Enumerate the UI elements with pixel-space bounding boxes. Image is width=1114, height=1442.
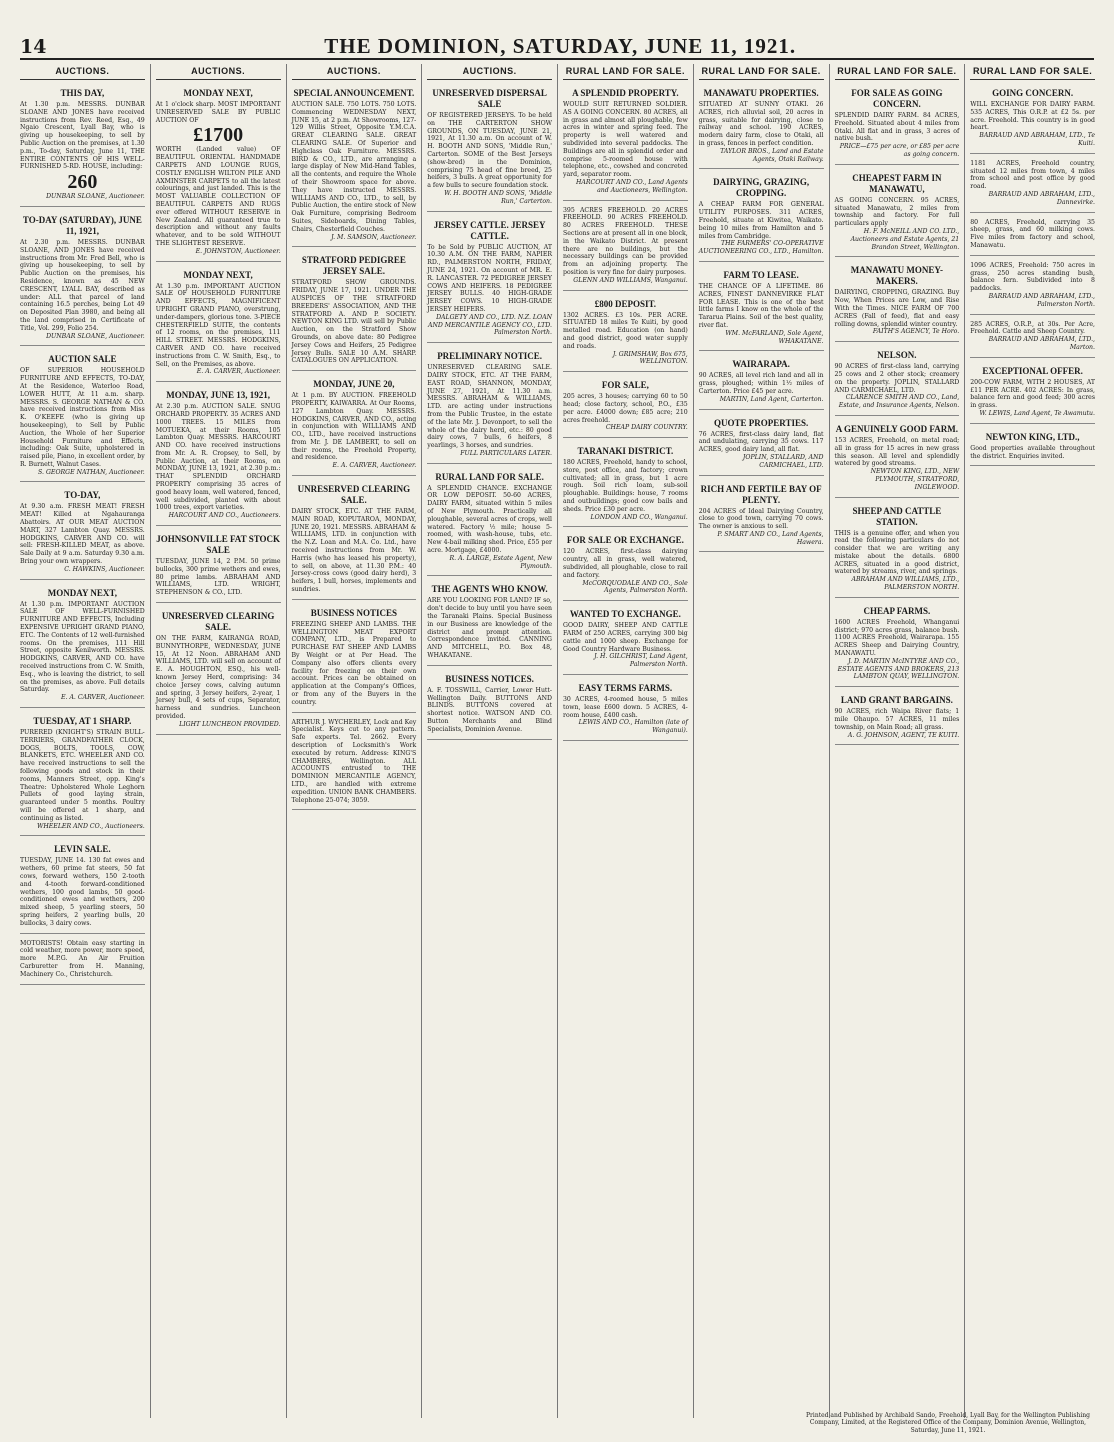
ad-signature: DUNBAR SLOANE, Auctioneer.	[46, 332, 145, 340]
ad-signature: McCORQUODALE AND CO., Sole Agents, Palmerston North.	[582, 579, 688, 595]
advertisement	[427, 670, 552, 740]
ad-body: ARE YOU LOOKING FOR LAND? IF so, don't decide to buy until you have seen the Taranaki Plains. Special Business in our Business are knowledge of the district and prompt attention. Correspondence invited. CANNING AND MITCHELL, P.O. Box 48, WHAKATANE.	[427, 597, 552, 660]
ad-heading: GOING CONCERN.	[992, 88, 1074, 98]
ad-body: 30 ACRES, 4-roomed house, 5 miles town, lease £600 down. 5 ACRES, 4-room house, £400 cash.	[563, 696, 688, 719]
advertisement	[970, 428, 1095, 467]
ad-body: UNRESERVED CLEARING SALE. DAIRY STOCK, ETC. AT THE FARM, EAST ROAD, SHANNON, MONDAY, JUNE 27, 1921, At 11.30 a.m. MESSRS. ABRAHAM & WILLIAMS, LTD. are acting under instructions from the Public Trustee, in the estate of the late Mr. J. Devonport, to sell the whole of the dairy herd, etc.: 80 good dairy cows, 7 bulls, 6 heifers, 8 yearlings, 3 horses, and sundries.	[427, 364, 552, 450]
ad-heading: UNRESERVED CLEARING SALE.	[297, 484, 411, 506]
column-3	[286, 64, 422, 1418]
advertisement	[20, 84, 145, 207]
ad-signature: THE FARMERS' CO-OPERATIVE AUCTIONEERING CO., LTD., Hamilton.	[698, 240, 824, 256]
ad-body: SPLENDID DAIRY FARM. 84 ACRES, Freehold. Situated about 4 miles from Otaki. All flat and in grass, 3 acres of native bush.	[834, 112, 960, 143]
ad-heading: TO-DAY,	[64, 490, 101, 501]
advertisement	[970, 84, 1095, 154]
ad-signature: LEWIS AND CO., Hamilton (late of Wanganui).	[578, 719, 688, 735]
ad-signature: E. A. CARVER, Auctioneer.	[332, 462, 417, 470]
ad-heading: MONDAY NEXT,	[47, 587, 117, 598]
ad-body: DAIRYING, CROPPING, GRAZING. Buy Now, When Prices are Low, and Rise With the Times. NICE FARM OF 700 ACRES (Fall of feed), flat and easy rolling downs, splendid winter country.	[834, 289, 960, 328]
ad-body: OF REGISTERED JERSEYS. To be held on THE CARTERTON SHOW GROUNDS, ON TUESDAY, JUNE 21, 1921, At 11.30 a.m. On account of W. H. BOOTH AND SONS, 'Middle Run,' Carterton. SOME of the Best Jerseys (show-bred) in the Dominion, comprising 75 head of fine breed, 25 heifers, 3 bulls. A great opportunity for a few bulls to secure foundation stock.	[427, 112, 552, 190]
advertisement	[292, 480, 417, 600]
ad-body: PURERED (KNIGHT'S) STRAIN BULL-TERRIERS, GRANDFATHER CLOCK, DOGS, BOLTS, TOOLS, COW, BLANKETS, ETC. WHEELER AND CO. have received instructions to sell the following goods and stock in their rooms, Manners Street, opp. King's Theatre: Upholstered Whole Leghorn Pullets of good laying strain, guaranteed under 5 months. Poultry will be offered at 1 sharp, and continuing as listed.	[20, 729, 145, 822]
ad-body: 1096 ACRES, Freehold: 750 acres in grass, 250 acres standing bush, balance fern. Subdivided into 8 paddocks.	[970, 261, 1095, 293]
ad-body: 204 ACRES of Ideal Dairying Country, close to good town, carrying 70 cows. The owner is anxious to sell.	[698, 507, 824, 531]
ad-signature: NEWTON KING, LTD., NEW PLYMOUTH, STRATFORD, INGLEWOOD.	[870, 468, 960, 491]
ad-body: AS GOING CONCERN. 95 ACRES, situated Manawatu, 2 miles from township and factory. For full particulars apply	[834, 196, 960, 228]
ad-heading: JOHNSONVILLE FAT STOCK SALE	[156, 534, 281, 556]
ad-heading: TO-DAY (SATURDAY), JUNE 11, 1921,	[22, 214, 142, 236]
ad-heading: BUSINESS NOTICES	[310, 607, 398, 618]
ad-body: WOULD SUIT RETURNED SOLDIER. AS A GOING CONCERN. 80 ACRES, all in grass and almost all ploughable, few acres in winter and spring feed. The property is well watered and subdivided into several paddocks. The Buildings are all in splendid order and comprise 5-roomed house with telephone, etc., cowshed and concreted yard, separator room.	[563, 101, 688, 179]
ad-signature: J. M. SAMSON, Auctioneer.	[331, 233, 417, 241]
ad-body: WILL EXCHANGE FOR DAIRY FARM. 535 ACRES, This O.R.P. at £2 5s. per acre. Freehold. This country is in good heart.	[970, 101, 1095, 132]
ad-signature: PRICE—£75 per acre, or £85 per acre as going concern.	[839, 143, 960, 158]
column-header: RURAL LAND FOR SALE.	[563, 64, 688, 80]
ad-heading: UNRESERVED DISPERSAL SALE	[432, 88, 547, 109]
ad-heading: PRELIMINARY NOTICE.	[437, 351, 543, 362]
ad-signature: W. LEWIS, Land Agent, Te Awamutu.	[979, 409, 1095, 417]
ad-heading: A SPLENDID PROPERTY.	[572, 88, 679, 98]
ad-body: A. F. TOSSWILL, Carrier, Lower Hutt-Wellington Daily. BUTTONS AND BLINDS. BUTTONS covered at shortest notice. WATSON AND CO. Button Merchants and Blind Specialists, Dominion Avenue.	[427, 686, 552, 733]
ad-body: 90 ACRES, rich Waipa River flats; 1 mile Ohaupo. 57 ACRES, 11 miles township, on Main Road; all grass.	[834, 708, 960, 731]
ad-signature: JOPLIN, STALLARD, AND CARMICHAEL, LTD.	[742, 453, 824, 469]
ad-heading: EASY TERMS FARMS.	[578, 683, 673, 694]
ad-heading: QUOTE PROPERTIES.	[714, 417, 809, 428]
column-1	[20, 64, 150, 1418]
ad-heading: FOR SALE AS GOING CONCERN.	[851, 88, 943, 109]
ad-signature: FULL PARTICULARS LATER.	[460, 449, 552, 457]
ad-body: DAIRY STOCK, ETC. AT THE FARM, MAIN ROAD, KOPUTAROA, MONDAY, JUNE 20, 1921. MESSRS. ABRAHAM & WILLIAMS, LTD. in conjunction with the N.Z. Loan and M.A. Co. Ltd., have received instructions from Mr. W. Harris (who has leased his property), to sell, on above, at 11.30 P.M.: 40 Jersey-cross cows (good dairy herd), 3 heifers, 1 bull, horses, implements and sundries.	[291, 508, 417, 594]
advertisement	[427, 468, 552, 577]
advertisement	[835, 169, 960, 258]
ad-body: 1181 ACRES, Freehold country, situated 12 miles from town, 4 miles from school and post office by good road.	[970, 159, 1095, 191]
ad-signature: MARTIN, Land Agent, Carterton.	[719, 395, 824, 403]
ad-signature: CHEAP DAIRY COUNTRY.	[605, 424, 688, 432]
advertisement	[563, 84, 688, 201]
advertisement	[20, 211, 145, 346]
ad-heading: FOR SALE OR EXCHANGE.	[566, 535, 684, 546]
ad-signature: R. A. LARGE, Estate Agent, New Plymouth.	[449, 554, 552, 570]
ad-signature: BARRAUD AND ABRAHAM, LTD., Marton.	[988, 336, 1095, 351]
ad-signature: E. JOHNSTON, Auctioneer.	[195, 247, 281, 255]
ad-body: At 2.30 p.m. AUCTION SALE. SNUG ORCHARD PROPERTY. 35 ACRES AND 1000 TREES. 15 MILES from MOTUEKA, at their Rooms, 105 Lambton Quay. MESSRS. HARCOURT AND CO. have received instructions from Mr. A. R. Cropsey, to Sell, by Public Auction, at their Rooms, on MONDAY, JUNE 13, 1921, at 2.30 p.m.: THAT SPLENDID ORCHARD PROPERTY comprising 35 acres of good heavy loam, well watered, fenced, well subdivided, planted with about 1000 trees, export varieties.	[155, 403, 281, 512]
column-header: AUCTIONS.	[20, 64, 145, 80]
ad-signature: DALGETY AND CO., LTD. N.Z. LOAN AND MERCANTILE AGENCY CO., LTD. Palmerston North.	[427, 313, 552, 337]
ad-heading: SPECIAL ANNOUNCEMENT.	[293, 88, 415, 98]
column-header: AUCTIONS.	[427, 64, 552, 80]
ad-heading: THE AGENTS WHO KNOW.	[431, 584, 548, 595]
ad-heading: THIS DAY,	[60, 88, 105, 98]
ad-body: STRATFORD SHOW GROUNDS. FRIDAY, JUNE 17, 1921. UNDER THE AUSPICES OF THE STRATFORD BREEDERS' ASSOCIATION, AND THE STRATFORD A. AND P. SOCIETY. NEWTON KING LTD. will sell by Public Auction, on the Stratford Show Grounds, on above date: 80 Pedigree Jersey Cows and Heifers, 25 Pedigree Jersey Bulls. SALE 10 A.M. SHARP. CATALOGUES ON APPLICATION.	[291, 279, 417, 365]
ad-heading: UNRESERVED CLEARING SALE.	[161, 611, 275, 633]
advertisement	[427, 347, 552, 464]
advertisement	[835, 502, 960, 598]
ad-signature: BARRAUD AND ABRAHAM, LTD., Palmerston North.	[988, 292, 1095, 308]
ad-heading: MANAWATU MONEY-MAKERS.	[850, 265, 943, 287]
ad-body: At 2.30 p.m. MESSRS. DUNBAR SLOANE, AND JONES have received instructions from Mr. Fred Bell, who is giving up housekeeping, to sell by Public Auction on the premises, his Residence, known as 45 NEW CRESCENT, LYALL BAY, described as under: ALL that parcel of land containing 16.5 perches, being Lot 49 on Deposited Plan 3980, and being all the land comprised in Certificate of Title, Vol. 299, Folio 254.	[20, 238, 145, 332]
ad-body: Good properties available throughout the district. Enquiries invited.	[970, 444, 1095, 460]
advertisement	[563, 531, 688, 601]
ad-signature: S. GEORGE NATHAN, Auctioneer.	[38, 468, 145, 476]
ad-body: GOOD DAIRY, SHEEP AND CATTLE FARM of 250 ACRES, carrying 300 big cattle and 1000 sheep. Exchange for Good Country Hardware Business.	[563, 622, 688, 653]
advertisement	[699, 355, 824, 409]
ad-signature: J. GRIMSHAW, Box 675, WELLINGTON.	[612, 350, 688, 366]
advertisement	[835, 691, 960, 745]
ad-heading: CHEAP FARMS.	[863, 605, 931, 616]
advertisement	[156, 84, 281, 262]
advertisement	[20, 486, 145, 579]
advertisement	[835, 602, 960, 687]
ad-body: 120 ACRES, first-class dairying country, all in grass, well watered, subdivided, all ploughable, close to rail and factory.	[563, 548, 688, 579]
advertisement	[835, 84, 960, 165]
masthead	[20, 30, 1094, 60]
ad-heading: TARANAKI DISTRICT.	[577, 446, 674, 457]
advertisement	[20, 350, 145, 482]
advertisement	[20, 712, 145, 836]
ad-signature: DUNBAR SLOANE, Auctioneer.	[46, 193, 145, 201]
ad-heading: RURAL LAND FOR SALE.	[435, 471, 544, 482]
ad-body: 205 acres, 3 houses; carrying 60 to 50 head; close factory, school, P.O., £35 per acre. £4000 down; £85 acre; 210 acres freehold.	[563, 393, 688, 424]
ad-heading: SHEEP AND CATTLE STATION.	[852, 505, 942, 527]
advertisement	[292, 717, 417, 811]
ad-signature: HARCOURT AND CO., Land Agents and Auctioneers, Wellington.	[575, 178, 688, 194]
ad-heading: MONDAY, JUNE 13, 1921,	[166, 390, 271, 401]
advertisement	[20, 584, 145, 708]
ad-signature: A. G. JOHNSON, AGENT, TE KUITI.	[847, 731, 960, 739]
ad-heading: STRATFORD PEDIGREE JERSEY SALE.	[301, 255, 406, 277]
ad-heading: £800 DEPOSIT.	[594, 298, 657, 309]
ad-body: 285 ACRES, O.R.P., at 30s. Per Acre, Freehold. Cattle and Sheep Country.	[970, 320, 1095, 336]
ad-body: At 9.30 a.m. FRESH MEAT! FRESH MEAT! Killed at Ngahauranga Abattoirs. AT OUR MEAT AUCTION MART, 327 Lambton Quay. MESSRS. HODGKINS, CARVER AND CO. will sell: FRESH-KILLED MEAT, as above. Sale Daily at 9 a.m. Saturday 9.30 a.m. Bring your own wrappers.	[20, 503, 145, 566]
ad-heading: MONDAY, JUNE 20,	[313, 379, 395, 390]
ad-signature: C. HAWKINS, Auctioneer.	[64, 565, 145, 573]
advertisement	[699, 84, 824, 169]
ad-signature: P. SMART AND CO., Land Agents, Hawera.	[717, 530, 824, 546]
ad-body: TUESDAY, JUNE 14. 130 fat ewes and wethers, 60 prime fat steers, 50 fat cows, forward wethers, 150 2-tooth and 4-tooth forward-conditioned wethers, 100 good lambs, 50 good-conditioned ewes and wethers, 200 mixed sheep, 5 yearling steers, 50 spring heifers, 2 yearling bulls, 20 bullocks, 3 dairy cows.	[20, 857, 145, 927]
advertisement	[427, 216, 552, 344]
ad-body: 395 ACRES FREEHOLD. 20 ACRES FREEHOLD. 90 ACRES FREEHOLD. 80 ACRES FREEHOLD. THESE Sections are at present all in one block, in the Waikato District. At present there are no buildings, but the necessary buildings can be provided from an adjoining property. The position is very fine for dairy purposes.	[563, 206, 688, 276]
advertisement	[563, 605, 688, 675]
ad-body: SITUATED AT SUNNY OTAKI. 26 ACRES, rich alluvial soil, 20 acres in grass, suitable for dairying, close to railway and school. 190 ACRES, modern dairy farm, close to Otaki, all in grass, fences in perfect condition.	[698, 101, 824, 147]
advertisement	[156, 530, 281, 603]
ad-display-figure: 260	[67, 171, 98, 194]
ad-signature: WM. McFARLAND, Sole Agent, WHAKATANE.	[725, 329, 824, 345]
ad-body-continued: WORTH (Landed value) OF BEAUTIFUL ORIENTAL HANDMADE CARPETS AND LOUNGE RUGS, COSTLY ENGLISH WILTON PILE AND AXMINSTER CARPETS to all the latest colourings, and just landed. This is the MOST VALUABLE COLLECTION OF BEAUTIFUL CARPETS AND RUGS ever offered WITHOUT RESERVE in New Zealand. All guaranteed true to description and without any faults whatever, and to be sold WITHOUT THE SLIGHTEST RESERVE.	[155, 146, 281, 247]
ad-body: A CHEAP FARM FOR GENERAL UTILITY PURPOSES. 311 ACRES, Freehold, situate at Kiwitea, Waikato. being 10 miles from Hamilton and 5 miles from Cambridge.	[698, 201, 824, 240]
ad-signature: FAITH'S AGENCY, Te Horo.	[872, 328, 960, 336]
columns-container	[20, 64, 1100, 1418]
advertisement	[699, 173, 824, 262]
ad-heading: BUSINESS NOTICES.	[445, 673, 534, 684]
advertisement	[20, 840, 145, 933]
ad-heading: WANTED TO EXCHANGE.	[569, 609, 681, 620]
column-header: AUCTIONS.	[156, 64, 281, 80]
column-5	[557, 64, 693, 1418]
ad-heading: NEWTON KING, LTD.,	[985, 431, 1080, 442]
column-2	[150, 64, 286, 1418]
ad-body: At 1.30 p.m. MESSRS. DUNBAR SLOANE AND JONES have received instructions from Rev. Reed, Esq., 49 Ngaio Crescent, Lyall Bay, who is giving up housekeeping, to sell by Public Auction on the premises, at 1.30 p.m., To-day, Saturday, June 11, THE ENTIRE CONTENTS OF HIS WELL-FURNISHED 5-RD. HOUSE, including:	[20, 101, 145, 171]
ad-signature: W. H. BOOTH AND SONS, 'Middle Run,' Carterton.	[444, 189, 552, 205]
ad-signature: HARCOURT AND CO., Auctioneers.	[168, 512, 281, 520]
ad-body: MOTORISTS! Obtain easy starting in cold weather, more power, more speed, more M.P.G. An Air Fruition Carburetter from H. Manning, Machinery Co., Christchurch.	[20, 939, 145, 978]
advertisement	[699, 266, 824, 351]
column-8	[964, 64, 1100, 1418]
ad-body: THIS is a genuine offer, and when you read the following particulars do not consider that we are writing any mistake about the details. 6800 ACRES, situated in a good district, watered by streams, river, and springs.	[834, 529, 960, 576]
advertisement	[156, 607, 281, 735]
ad-heading: CHEAPEST FARM IN MANAWATU,	[852, 172, 942, 194]
ad-body: 76 ACRES, first-class dairy land, flat and undulating, carrying 35 cows. 117 ACRES, good dairy land, all flat.	[698, 430, 824, 454]
ad-signature: BARRAUD AND ABRAHAM, LTD., Dannevirke.	[988, 190, 1095, 206]
advertisement	[699, 414, 824, 476]
advertisement	[20, 938, 145, 985]
ad-heading: RICH AND FERTILE BAY OF PLENTY.	[700, 483, 822, 505]
ad-signature: J. H. GILCHRIST, Land Agent, Palmerston North.	[594, 653, 688, 669]
ad-signature: GLENN AND WILLIAMS, Wanganui.	[573, 276, 688, 284]
ad-heading: FOR SALE,	[601, 380, 649, 391]
ad-body: 180 ACRES, Freehold, handy to school, store, post office, and factory; crown cultivated; all in grass, but 1 acre rough. Soil rich loam, sub-soil ploughable. Buildings: house, 7 rooms and outbuildings; good cow bails and sheds. Price £30 per acre.	[563, 459, 688, 513]
ad-body: OF SUPERIOR HOUSEHOLD FURNITURE AND EFFECTS, TO-DAY, At the Residence, Waterloo Road, LOWER HUTT, At 11 a.m. sharp. MESSRS. S. GEORGE NATHAN & CO. have received instructions from Miss K. O'KEEFE (who is giving up housekeeping), to Sell by Public Auction, the Whole of her Superior Household Furniture and Effects, including: Oak Suite, upholstered in raised pile, Piano, in excellent order, by R. Burnett, Walnut Cases.	[20, 367, 145, 468]
ad-heading: JERSEY CATTLE. JERSEY CATTLE.	[433, 219, 546, 241]
advertisement	[970, 319, 1095, 358]
ad-signature: BARRAUD AND ABRAHAM, LTD., Te Kuiti.	[979, 132, 1095, 147]
ad-body: ON THE FARM, KAIRANGA ROAD, BUNNYTHORPE, WEDNESDAY, JUNE 15, At 12 Noon. ABRAHAM AND WILLIAMS, LTD. will sell on account of E. A. HOUGHTON, ESQ., his well-known Jersey Herd, comprising: 34 choice Jersey cows, calving autumn and spring, 3 Jersey heifers, 2-year, 1 Jersey bull, 4 sets of cups, Separator, harness and sundries. Luncheon provided.	[155, 635, 281, 721]
ad-heading: EXCEPTIONAL OFFER.	[982, 365, 1083, 376]
advertisement	[970, 260, 1095, 315]
advertisement	[835, 261, 960, 342]
column-7	[829, 64, 965, 1418]
advertisement	[563, 679, 688, 741]
ad-signature: CLARENCE SMITH AND CO., Land, Estate, and Insurance Agents, Nelson.	[838, 394, 960, 410]
newspaper-title: THE DOMINION, SATURDAY, JUNE 11, 1921.	[324, 34, 797, 58]
ad-signature: LIGHT LUNCHEON PROVIDED.	[179, 720, 281, 728]
ad-display-figure: £1700	[193, 124, 244, 147]
ad-body: 1600 ACRES Freehold, Whanganui district; 970 acres grass, balance bush. 1100 ACRES Freehold, Wairarapa. 155 ACRES Sheep and Dairying Country, MANAWATU.	[834, 618, 960, 658]
ad-signature: TAYLOR BROS., Land and Estate Agents, Otaki Railway.	[720, 147, 824, 163]
column-4	[421, 64, 557, 1418]
ad-body: 80 ACRES, Freehold, carrying 35 sheep, grass, and 60 milking cows. Five miles from factory and school, Manawatu.	[970, 218, 1095, 249]
column-6	[693, 64, 829, 1418]
ad-signature: LONDON AND CO., Wanganui.	[590, 513, 688, 521]
ad-heading: FARM TO LEASE.	[723, 269, 799, 280]
ad-heading: MONDAY NEXT,	[183, 269, 253, 280]
advertisement	[563, 205, 688, 291]
ad-signature: ABRAHAM AND WILLIAMS, LTD., PALMERSTON NORTH.	[851, 576, 960, 592]
ad-body: AUCTION SALE. 750 LOTS. 750 LOTS. Commencing WEDNESDAY NEXT, JUNE 15, at 2 p.m. At Showrooms, 127-129 Willis Street, Opposite Y.M.C.A. GREAT CLEARING SALE. GREAT CLEARING SALE. Of Superior and Highclass Oak Furniture. MESSRS. BIRD & CO., LTD., are arranging a large display of New Mid-Hand Tables, all the contents, and require the Whole of their Showroom space for above. They have instructed MESSRS. WILLIAMS AND CO., LTD., to sell, by Public Auction, the entire stock of New Oak Furniture, comprising Bedroom Suites, Sideboards, Dining Tables, Chairs, Chesterfield Couches.	[291, 101, 417, 233]
ad-heading: A GENUINELY GOOD FARM.	[835, 423, 958, 434]
ad-heading: NELSON.	[877, 350, 917, 361]
ad-heading: LEVIN SALE.	[54, 844, 111, 855]
advertisement	[292, 84, 417, 247]
advertisement	[156, 266, 281, 383]
advertisement	[835, 420, 960, 498]
ad-signature: J. D. MARTIN McINTYRE AND CO., ESTATE AGENTS AND BROKERS, 213 LAMBTON QUAY, WELLINGTON.	[837, 657, 960, 681]
ad-body: FREEZING SHEEP AND LAMBS. THE WELLINGTON MEAT EXPORT COMPANY, LTD., is Prepared to PURCHASE FAT SHEEP AND LAMBS By Weight or at Per Head. The Company also offers clients every facility for freezing on their own account. Prices can be obtained on application at the Company's Offices, or from any of the Buyers in the country.	[291, 620, 417, 706]
ad-signature: E. A. CARVER, Auctioneer.	[196, 368, 281, 376]
advertisement	[156, 386, 281, 526]
advertisement	[427, 84, 552, 212]
ad-heading: MONDAY NEXT,	[183, 88, 253, 98]
ad-body: To be Sold by PUBLIC AUCTION, AT 10.30 A.M. ON THE FARM, NAPIER RD., PALMERSTON NORTH, FRIDAY, JUNE 24, 1921. On account of MR. E. R. LANCASTER. 72 PEDIGREE JERSEY COWS AND HEIFERS. 18 PEDIGREE JERSEY BULLS. 40 HIGH-GRADE JERSEY COWS. 10 HIGH-GRADE JERSEY HEIFERS.	[427, 243, 552, 313]
advertisement	[292, 604, 417, 713]
ad-heading: TUESDAY, AT 1 SHARP.	[33, 716, 132, 727]
ad-body: At 1.30 p.m. IMPORTANT AUCTION SALE OF WELL-FURNISHED FURNITURE AND EFFECTS, Including EXPENSIVE UPRIGHT GRAND PIANO, ETC. The Contents of 12 well-furnished rooms. On the premises, 111 Hill Street, opposite Kenilworth. MESSRS. HODGKINS, CARVER, AND CO. have received instructions from C. W. Smith, Esq., who is leaving the district, to sell on the premises, as above. Full details Saturday.	[20, 600, 145, 694]
column-header: RURAL LAND FOR SALE.	[699, 64, 824, 80]
ad-body: A SPLENDID CHANCE. EXCHANGE OR LOW DEPOSIT. 50-60 ACRES, DAIRY FARM, situated within 5 miles of New Plymouth. Practically all ploughable, several acres of crops, well watered. Factory ½ mile; house 5-roomed, with wash-house, tubs, etc. New 4-bail milking shed. Price, £55 per acre. Mortgage, £4000.	[427, 484, 552, 555]
advertisement	[563, 376, 688, 438]
ad-body: At 1 p.m. BY AUCTION. FREEHOLD PROPERTY, KAIWARRA. At Our Rooms, 127 Lambton Quay. MESSRS. HODGKINS, CARVER, AND CO., acting in conjunction with WILLIAMS AND CO., LTD., have received instructions from Mr. J. DE LAMBERT, to sell on their rooms, the Freehold Property, and residence.	[291, 392, 417, 462]
ad-heading: AUCTION SALE	[48, 354, 117, 365]
imprint-footer: Printed and Published by Archibald Sando, Freehold, Lyall Bay, for the Wellington Publishing Company, Limited, at the Registered Office of the Company, Dominion Avenue, Wellington, Saturday, June 11, 1921.	[806, 1411, 1090, 1434]
ad-body: TUESDAY, JUNE 14, 2 P.M. 50 prime bullocks, 300 prime wethers and ewes, 80 prime lambs. ABRAHAM AND WILLIAMS, LTD. WRIGHT, STEPHENSON & CO., LTD.	[155, 558, 281, 597]
page-number: 14	[20, 36, 47, 58]
advertisement	[835, 346, 960, 416]
advertisement	[427, 580, 552, 665]
ad-heading: LAND GRANT BARGAINS.	[840, 695, 953, 706]
ad-signature: WHEELER AND CO., Auctioneers.	[37, 822, 145, 830]
ad-heading: DAIRYING, GRAZING, CROPPING.	[713, 177, 810, 199]
advertisement	[563, 442, 688, 527]
ad-body: 90 ACRES of first-class land, carrying 25 cows and 2 other stock; creamery on the property. JOPLIN, STALLARD AND CARMICHAEL, LTD.	[834, 363, 960, 394]
column-header: RURAL LAND FOR SALE.	[835, 64, 960, 80]
ad-heading: WAIRARAPA.	[732, 359, 790, 370]
advertisement	[563, 295, 688, 373]
advertisement	[970, 362, 1095, 424]
advertisement	[292, 251, 417, 371]
ad-body: ARTHUR J. WYCHERLEY, Lock and Key Specialist. Keys cut to any pattern. Safe experts. Tel. 2662. Every description of Locksmith's Work executed by return. Address: KING'S CHAMBERS, Wellington. ALL ACCOUNTS entrusted to THE DOMINION MERCANTILE AGENCY, LTD., are handled with extreme expedition. UNION BANK CHAMBERS. Telephone 25-074; 3059.	[291, 718, 417, 804]
ad-body: 90 ACRES, all level rich land and all in grass, ploughed; within 1½ miles of Carterton. Price £45 per acre.	[698, 372, 824, 395]
ad-body: THE CHANCE OF A LIFETIME. 86 ACRES, FINEST DANNEVIRKE FLAT FOR LEASE. This is one of the best little farms I know on the whole of the Tararua Plains. Soil of the best quality, river flat.	[698, 282, 824, 329]
advertisement	[970, 158, 1095, 213]
column-header: RURAL LAND FOR SALE.	[970, 64, 1095, 80]
advertisement	[699, 480, 824, 553]
ad-body: 1302 ACRES. £3 10s. PER ACRE. SITUATED 18 miles Te Kuiti, by good metalled road. Education (on hand) and good district, good water supply and roads.	[563, 311, 688, 350]
ad-body: 153 ACRES, Freehold, on metal road; all in grass for 15 acres in new grass this season. All level and splendidly watered by good streams.	[834, 436, 960, 468]
advertisement	[970, 217, 1095, 256]
ad-body: At 1 o'clock sharp. MOST IMPORTANT UNRESERVED SALE BY PUBLIC AUCTION OF	[155, 101, 281, 124]
column-header: AUCTIONS.	[292, 64, 417, 80]
ad-signature: H. F. McNEILL AND CO. LTD., Auctioneers and Estate Agents, 21 Brandon Street, Wellington.	[850, 227, 960, 251]
ad-signature: E. A. CARVER, Auctioneer.	[61, 694, 145, 702]
ad-heading: MANAWATU PROPERTIES.	[703, 88, 819, 98]
advertisement	[292, 375, 417, 476]
ad-body: At 1.30 p.m. IMPORTANT AUCTION SALE OF HOUSEHOLD FURNITURE AND EFFECTS, MAGNIFICENT UPRIGHT GRAND PIANO, overstrung, under-dampers, glorious tone. 3-PIECE CHESTERFIELD SUITE, the contents of 12 rooms, on the premises, 111 HILL STREET. MESSRS. HODGKINS, CARVER AND CO. have received instructions from C. W. Smith, Esq., to Sell, on the Premises, as above.	[155, 282, 281, 368]
ad-body: 200-COW FARM, WITH 2 HOUSES, AT £11 PER ACRE. 402 ACRES: In grass, balance fern and good feed; 300 acres in grass.	[970, 378, 1095, 410]
